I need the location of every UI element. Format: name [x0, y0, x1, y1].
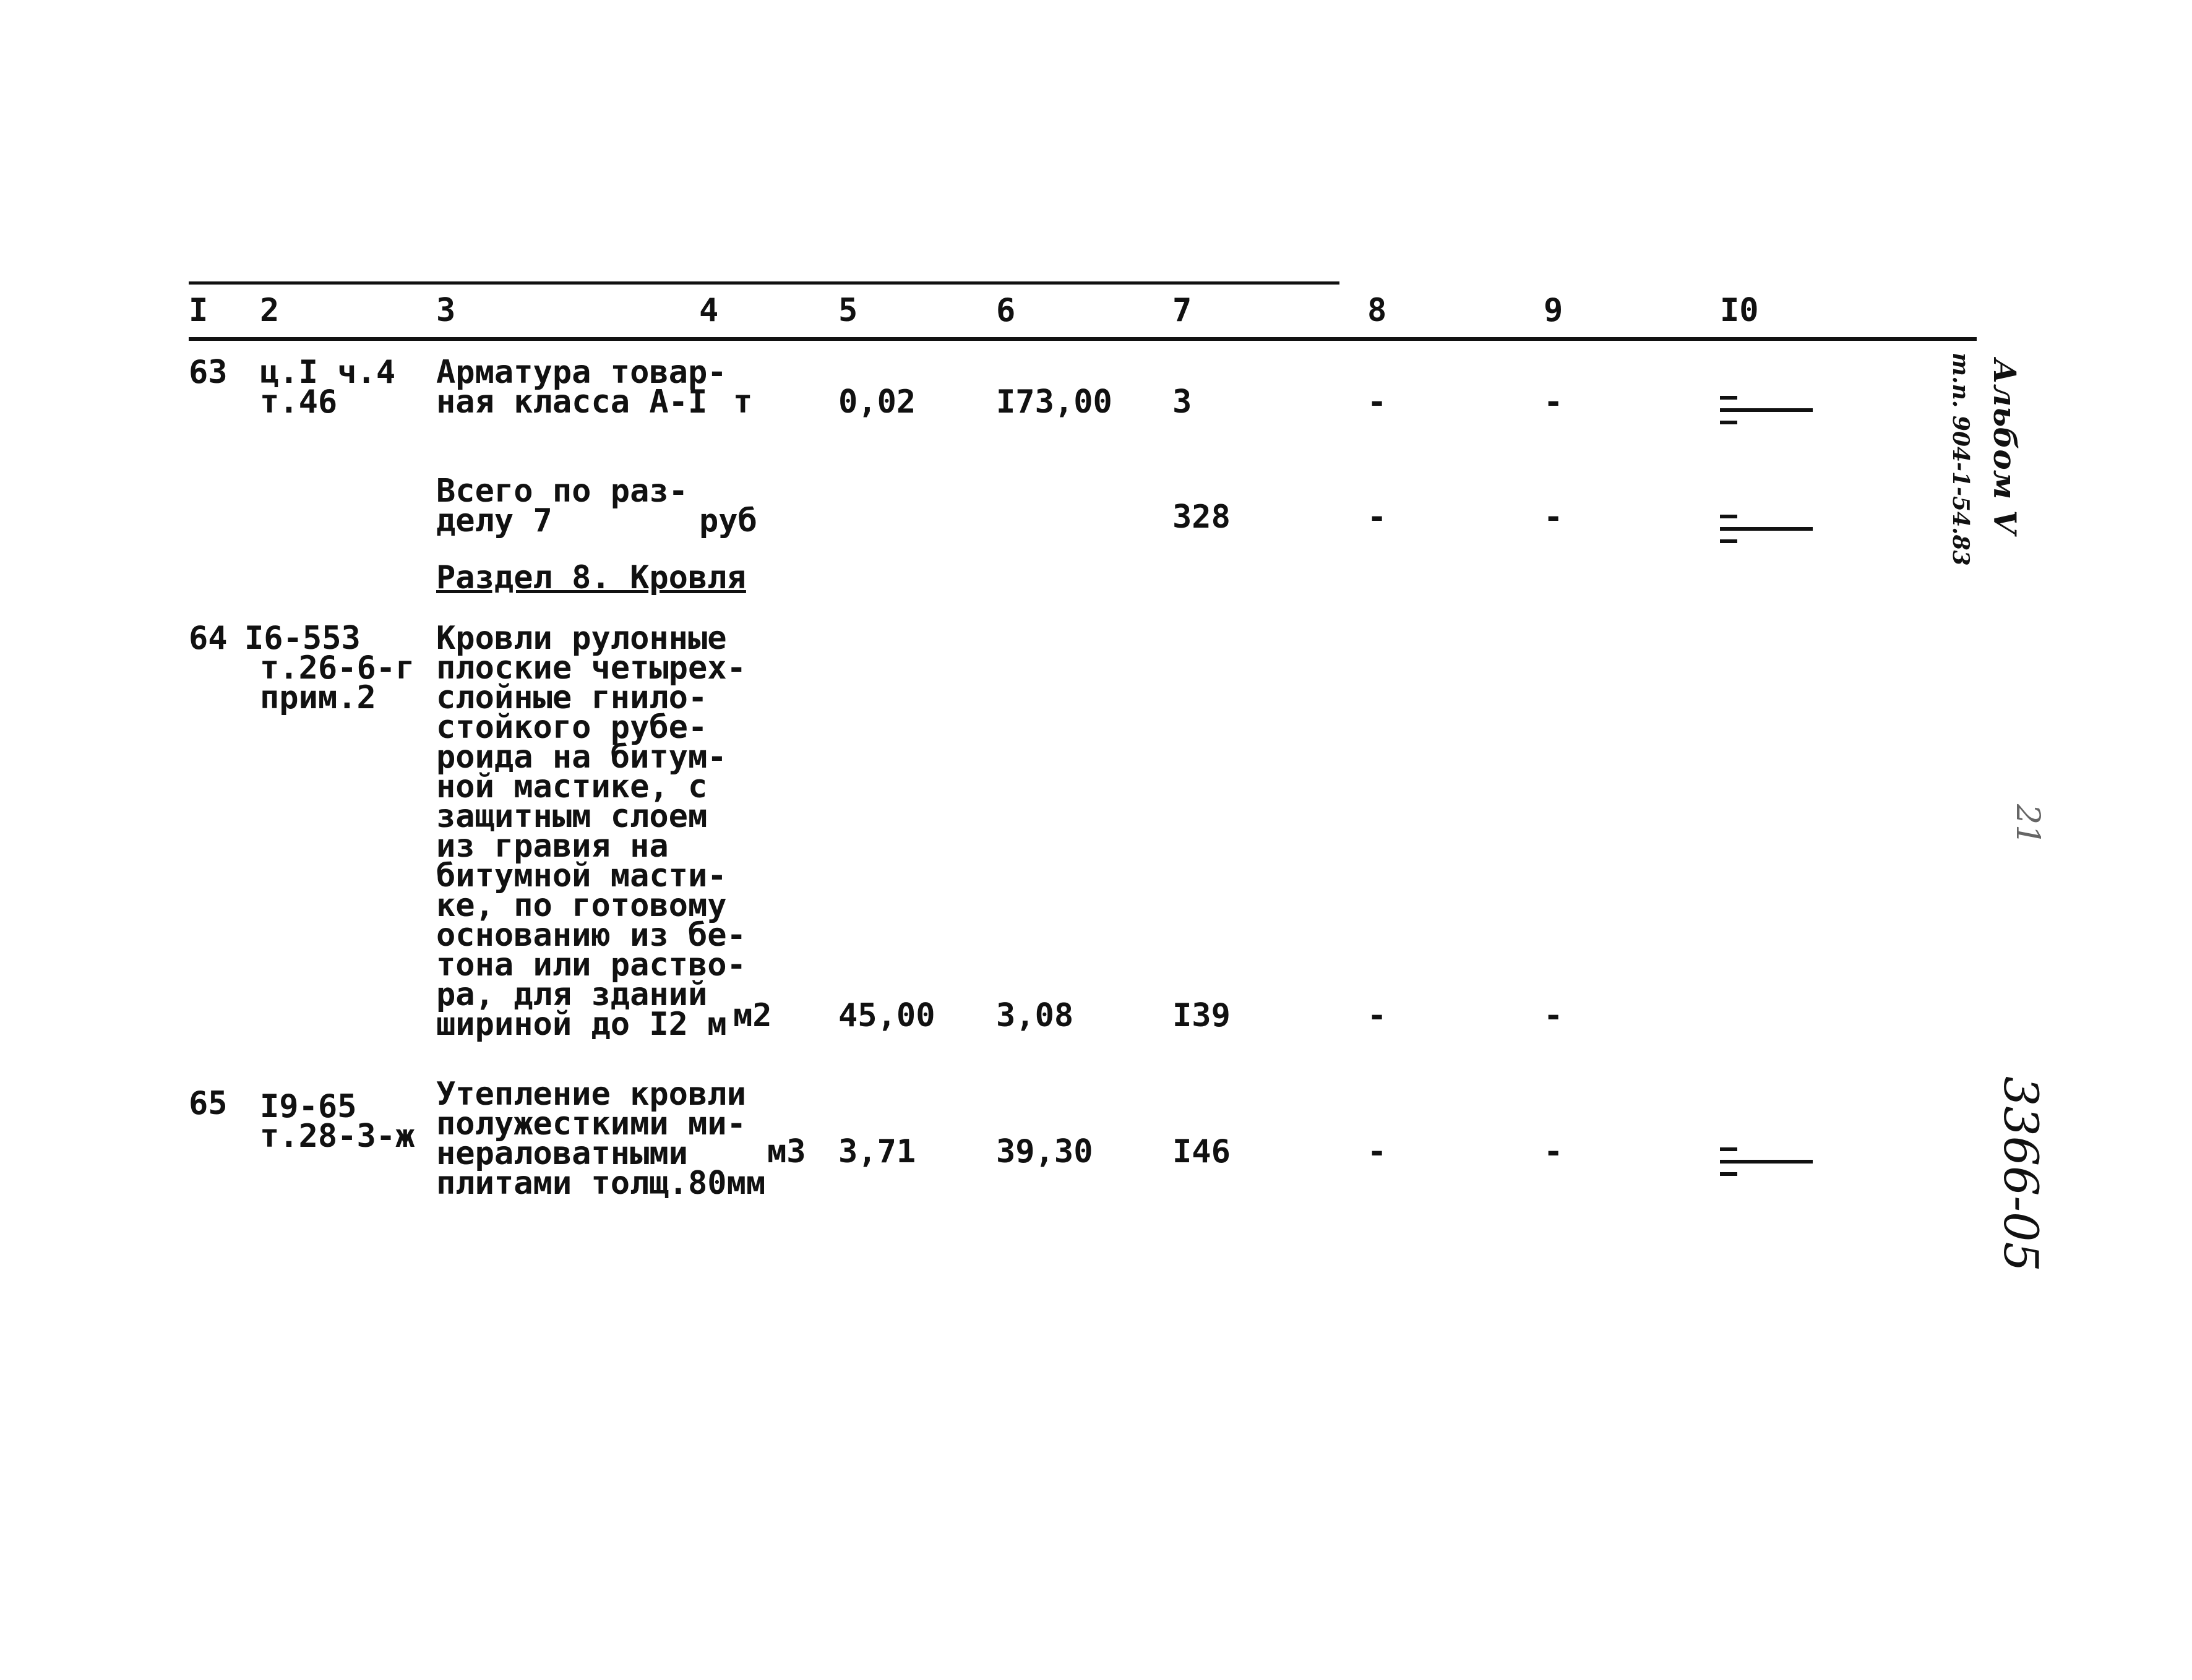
row-64-desc-line-3: слойные гнило- [436, 679, 708, 716]
row-63-col-9: - [1544, 384, 1563, 421]
row-65-unit-price: 39,30 [996, 1133, 1093, 1170]
row-65-ditto-mark [1720, 1147, 1813, 1185]
row-64-desc-line-12: тона или раство- [436, 946, 746, 984]
row-64-desc-line-10: ке, по готовому [436, 887, 727, 924]
row-64-desc-line-8: из гравия на [436, 828, 669, 865]
subtotal-desc-line-2: делу 7 [436, 502, 552, 539]
row-64-desc-line-6: ной мастике, с [436, 768, 708, 805]
row-64-code-line-3: прим.2 [260, 679, 376, 716]
column-header-6: 6 [996, 292, 1016, 329]
row-64-number: 64 [189, 620, 228, 657]
row-65-total: I46 [1172, 1133, 1231, 1170]
row-63-code-line-2: т.46 [260, 384, 338, 421]
row-65-desc-line-3: нераловатными [436, 1135, 688, 1172]
row-65-code-line-1: I9-65 [260, 1088, 357, 1125]
row-65-code-line-2: т.28-3-ж [260, 1118, 415, 1155]
row-64-desc-line-13: ра, для зданий [436, 976, 708, 1013]
row-63-number: 63 [189, 354, 228, 391]
row-63-total: 3 [1172, 384, 1192, 421]
section-title: Раздел 8. Кровля [436, 559, 746, 596]
row-65-desc-line-4: плитами толщ.80мм [436, 1165, 766, 1202]
column-header-3: 3 [436, 292, 456, 329]
row-64-desc-line-14: шириной до I2 м [436, 1006, 727, 1043]
row-64-desc-line-2: плоские четырех- [436, 649, 746, 687]
row-64-col-9: - [1544, 997, 1563, 1034]
row-65-desc-line-1: Утепление кровли [436, 1076, 746, 1113]
column-header-5: 5 [838, 292, 858, 329]
row-65-number: 65 [189, 1085, 228, 1122]
row-63-unit: т [733, 384, 753, 421]
column-header-2: 2 [260, 292, 280, 329]
row-63-desc-line-1: Арматура товар- [436, 354, 727, 391]
row-64-code-line-1: I6-553 [244, 620, 361, 657]
row-65-col-9: - [1544, 1133, 1563, 1170]
column-header-7: 7 [1172, 292, 1192, 329]
margin-stamp-number: 3366-05 [1993, 1076, 2048, 1272]
top-rule [189, 281, 1339, 285]
row-64-total: I39 [1172, 997, 1231, 1034]
subtotal-desc-line-1: Всего по раз- [436, 473, 688, 510]
column-header-1: I [189, 292, 208, 329]
row-65-unit: м3 [767, 1133, 806, 1170]
margin-page-number: 21 [2009, 804, 2046, 846]
column-header-10: I0 [1720, 292, 1759, 329]
row-64-quantity: 45,00 [838, 997, 935, 1034]
header-rule [189, 337, 1977, 341]
row-63-ditto-mark [1720, 396, 1813, 433]
margin-album-label: Альбом V [1987, 359, 2023, 534]
subtotal-col-9: - [1544, 499, 1563, 536]
row-64-desc-line-9: битумной масти- [436, 857, 727, 894]
row-64-desc-line-1: Кровли рулонные [436, 620, 727, 657]
row-64-code-line-2: т.26-6-г [260, 649, 415, 687]
row-64-col-8: - [1367, 997, 1387, 1034]
row-65-quantity: 3,71 [838, 1133, 916, 1170]
subtotal-col-8: - [1367, 499, 1387, 536]
subtotal-ditto-mark [1720, 515, 1813, 552]
column-header-8: 8 [1367, 292, 1387, 329]
column-header-4: 4 [699, 292, 719, 329]
row-63-code-line-1: ц.I ч.4 [260, 354, 396, 391]
row-65-col-8: - [1367, 1133, 1387, 1170]
row-63-unit-price: I73,00 [996, 384, 1112, 421]
row-63-desc-line-2: ная класса А-I [436, 384, 708, 421]
row-64-desc-line-7: защитным слоем [436, 798, 708, 835]
row-64-desc-line-5: роида на битум- [436, 739, 727, 776]
subtotal-unit: руб [699, 502, 757, 539]
row-64-unit: м2 [733, 997, 772, 1034]
row-63-col-8: - [1367, 384, 1387, 421]
row-64-unit-price: 3,08 [996, 997, 1074, 1034]
row-64-desc-line-4: стойкого рубе- [436, 709, 708, 746]
row-65-desc-line-2: полужесткими ми- [436, 1105, 746, 1142]
row-63-quantity: 0,02 [838, 384, 916, 421]
row-64-desc-line-11: основанию из бе- [436, 917, 746, 954]
subtotal-total: 328 [1172, 499, 1231, 536]
margin-project-label: т.п. 904-1-54.83 [1948, 353, 1974, 566]
column-header-9: 9 [1544, 292, 1563, 329]
